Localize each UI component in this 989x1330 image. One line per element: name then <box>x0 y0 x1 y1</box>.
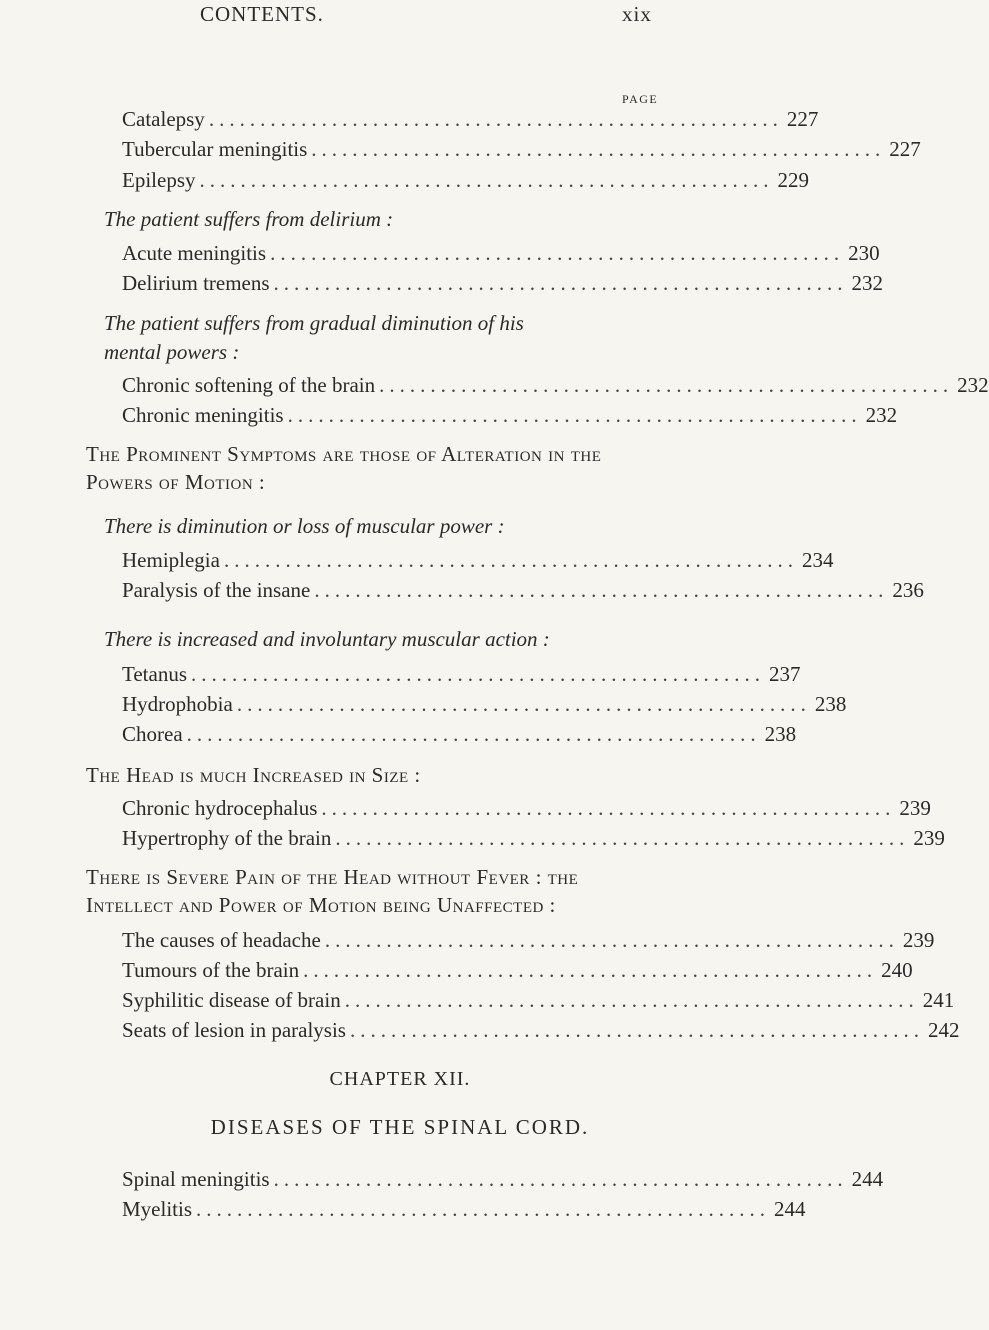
toc-entry-hemiplegia <box>122 545 834 575</box>
entry-page: 239 <box>902 928 935 952</box>
toc-entry-chronic-softening <box>122 370 989 400</box>
leader-dots: ........................................................ <box>303 958 878 982</box>
running-head <box>0 2 800 32</box>
leader-dots: ........................................................ <box>311 137 886 161</box>
entry-page: 232 <box>851 271 884 295</box>
entry-label: Myelitis <box>122 1197 193 1221</box>
entry-label: Hypertrophy of the brain <box>122 826 332 850</box>
toc-entry-causes-headache <box>122 925 935 955</box>
section-heading-severe-pain <box>86 863 676 919</box>
toc-entry-acute-meningitis <box>122 238 880 268</box>
section-heading-line1: There is Severe Pain of the Head without Fever : the <box>86 865 579 889</box>
entry-label: Catalepsy <box>122 107 205 131</box>
entry-page: 242 <box>927 1018 960 1042</box>
leader-dots: ........................................................ <box>344 988 919 1012</box>
entry-page: 229 <box>777 168 809 192</box>
entry-page: 240 <box>881 958 913 982</box>
toc-entry-seats-lesion <box>122 1015 960 1045</box>
toc-entry-chronic-hydrocephalus <box>122 793 931 823</box>
chapter-number: CHAPTER XII. <box>329 1068 471 1090</box>
entry-page: 236 <box>892 578 924 602</box>
toc-entry-epilepsy <box>122 165 809 195</box>
leader-dots: ........................................................ <box>349 1018 924 1042</box>
subheading-loss-power: There is diminution or loss of muscular power : <box>104 514 505 538</box>
folio: xix <box>622 2 652 26</box>
leader-dots: ........................................................ <box>191 662 766 686</box>
entry-page: 232 <box>957 373 989 397</box>
entry-label: Seats of lesion in paralysis <box>122 1018 346 1042</box>
entry-label: Acute meningitis <box>122 241 267 265</box>
leader-dots: ........................................................ <box>314 578 889 602</box>
leader-dots: ........................................................ <box>196 1197 771 1221</box>
entry-label: Tubercular meningitis <box>122 137 308 161</box>
entry-label: Delirium tremens <box>122 271 270 295</box>
entry-label: Syphilitic disease of brain <box>122 988 341 1012</box>
entry-page: 239 <box>899 796 931 820</box>
leader-dots: ........................................................ <box>335 826 910 850</box>
section-heading-head-size <box>86 761 676 789</box>
entry-label: Spinal meningitis <box>122 1167 270 1191</box>
leader-dots: ........................................................ <box>273 1167 848 1191</box>
section-heading-line1: The Prominent Symptoms are those of Alteration in the <box>86 442 602 466</box>
entry-page: 239 <box>913 826 945 850</box>
section-heading-line2: Powers of Motion : <box>86 470 266 494</box>
leader-dots: ........................................................ <box>199 168 774 192</box>
leader-dots: ........................................................ <box>321 796 896 820</box>
toc-entry-hypertrophy-brain <box>122 823 945 853</box>
entry-page: 232 <box>865 403 898 427</box>
subheading-diminution-line2: mental powers : <box>104 340 240 364</box>
leader-dots: ........................................................ <box>208 107 783 131</box>
entry-page: 230 <box>848 241 880 265</box>
entry-page: 238 <box>764 722 797 746</box>
toc-entry-hydrophobia <box>122 689 847 719</box>
entry-page: 244 <box>851 1167 884 1191</box>
leader-dots: ........................................................ <box>273 271 848 295</box>
leader-dots: ........................................................ <box>236 692 811 716</box>
entry-label: Tetanus <box>122 662 188 686</box>
toc-entry-myelitis <box>122 1194 806 1224</box>
page-column-label: PAGE <box>622 92 659 106</box>
leader-dots: ........................................................ <box>324 928 899 952</box>
toc-entry-tumours-brain <box>122 955 913 985</box>
entry-page: 241 <box>922 988 955 1012</box>
entry-label: Chronic softening of the brain <box>122 373 376 397</box>
entry-page: 227 <box>889 137 921 161</box>
subheading-diminution-line1: The patient suffers from gradual diminution of his <box>104 311 524 335</box>
entry-page: 238 <box>814 692 847 716</box>
leader-dots: ........................................................ <box>287 403 862 427</box>
entry-page: 234 <box>801 548 834 572</box>
toc-entry-tetanus <box>122 659 801 689</box>
entry-label: Epilepsy <box>122 168 196 192</box>
toc-entry-chorea <box>122 719 797 749</box>
entry-label: Hemiplegia <box>122 548 220 572</box>
toc-entry-delirium-tremens <box>122 268 884 298</box>
subheading-delirium: The patient suffers from delirium : <box>104 207 394 231</box>
toc-entry-chronic-meningitis <box>122 400 898 430</box>
toc-entry-spinal-meningitis <box>122 1164 884 1194</box>
entry-label: Chronic hydrocephalus <box>122 796 318 820</box>
section-heading-motion <box>86 440 676 496</box>
entry-label: Paralysis of the insane <box>122 578 311 602</box>
section-heading-line1: The Head is much Increased in Size : <box>86 763 421 787</box>
entry-label: The causes of headache <box>122 928 321 952</box>
section-heading-line2: Intellect and Power of Motion being Unaffected : <box>86 893 556 917</box>
running-title: CONTENTS. <box>200 2 324 26</box>
entry-page: 244 <box>774 1197 806 1221</box>
entry-label: Chorea <box>122 722 183 746</box>
toc-entry-tubercular-meningitis <box>122 134 921 164</box>
entry-label: Hydrophobia <box>122 692 233 716</box>
subheading-involuntary-action: There is increased and involuntary muscular action : <box>104 627 550 651</box>
entry-label: Tumours of the brain <box>122 958 300 982</box>
chapter-title: DISEASES OF THE SPINAL CORD. <box>210 1115 590 1139</box>
leader-dots: ........................................................ <box>186 722 761 746</box>
toc-entry-syphilitic-disease <box>122 985 955 1015</box>
toc-entry-paralysis-insane <box>122 575 924 605</box>
leader-dots: ........................................................ <box>379 373 954 397</box>
entry-page: 237 <box>769 662 801 686</box>
entry-label: Chronic meningitis <box>122 403 284 427</box>
leader-dots: ........................................................ <box>270 241 845 265</box>
leader-dots: ........................................................ <box>223 548 798 572</box>
toc-entry-catalepsy <box>122 104 819 134</box>
entry-page: 227 <box>786 107 819 131</box>
